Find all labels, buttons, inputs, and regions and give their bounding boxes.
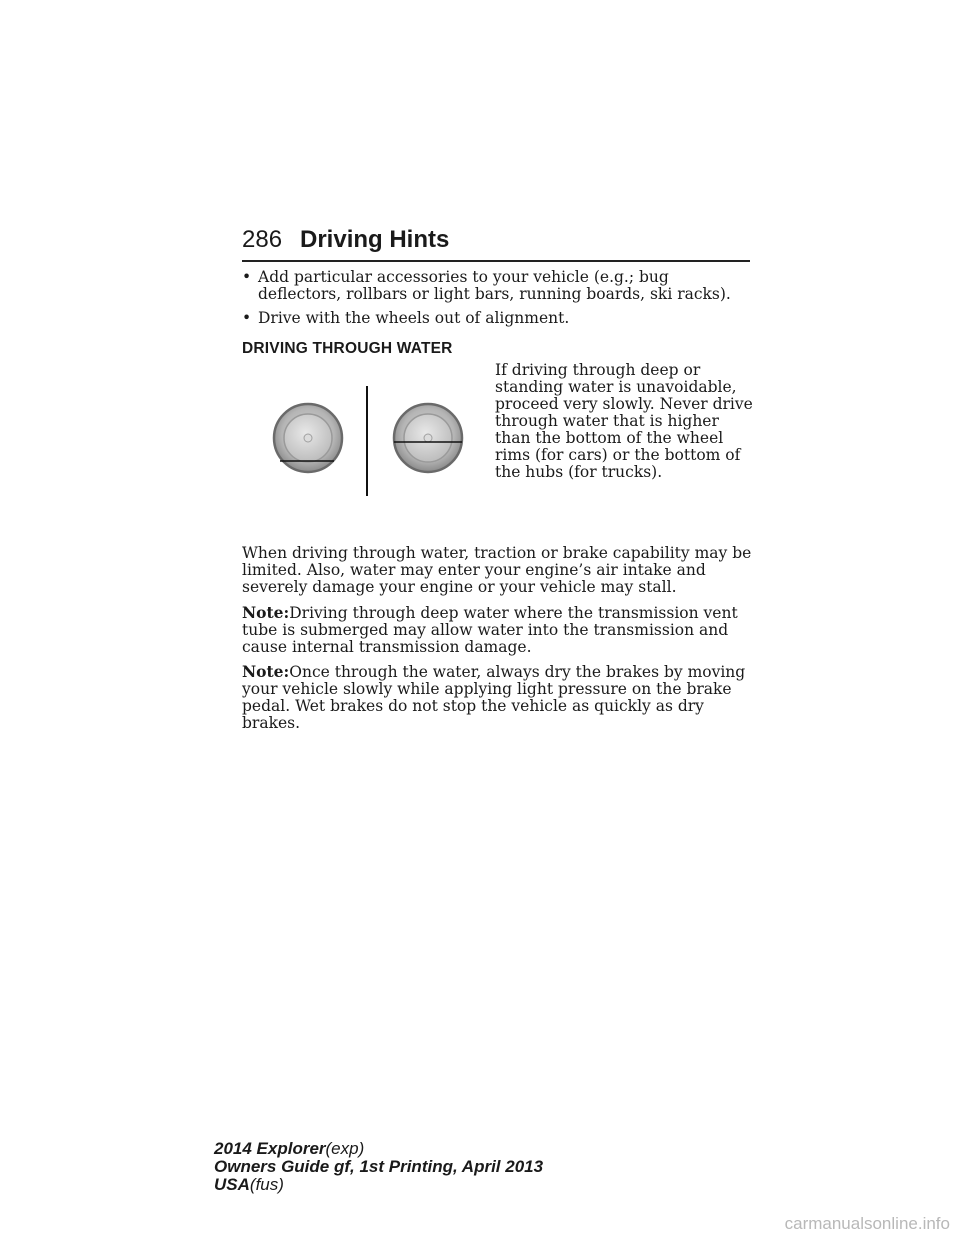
note-label: Note: [242,603,290,622]
footer-line-region: USA(fus) [214,1175,284,1194]
bullet-icon: • [242,309,252,327]
list-item-text: Add particular accessories to your vehicle (e.g.; bug deflectors, rollbars or light bars, running boards, ski racks). [258,268,731,303]
watermark: carmanualsonline.info [784,1214,950,1233]
note-transmission [242,604,752,656]
footer-line-printing: Owners Guide gf, 1st Printing, April 2013 [214,1157,544,1176]
note-text: Driving through deep water where the transmission vent tube is submerged may allow water into the transmission and cause internal transmission damage. [242,604,738,656]
header-divider [242,260,750,262]
page-header [242,226,750,260]
bullet-icon: • [242,268,252,286]
water-depth-illustration [262,381,482,501]
page-number: 286 [242,226,283,253]
bullet-list [242,269,752,334]
footer-line-model: 2014 Explorer(exp) [214,1139,365,1158]
section-title: Driving Hints [300,226,450,253]
page-footer [214,1140,543,1194]
water-intro-paragraph: If driving through deep or standing water is unavoidable, proceed very slowly. Never drive through water that is higher than the bottom of the wheel rims (for cars) or the bottom of the hubs (for trucks). [495,361,753,481]
note-label: Note: [242,662,290,681]
list-item-text: Drive with the wheels out of alignment. [258,309,570,327]
note-brakes [242,663,752,732]
traction-paragraph: When driving through water, traction or brake capability may be limited. Also, water may enter your engine’s air intake and severely damage your engine or your vehicle may stall. [242,544,752,596]
truck-wheel-icon [394,404,462,472]
list-item [242,269,752,303]
list-item [242,310,752,327]
car-wheel-icon [274,404,342,472]
section-heading: DRIVING THROUGH WATER [242,340,453,357]
note-text: Once through the water, always dry the brakes by moving your vehicle slowly while applying light pressure on the brake pedal. Wet brakes do not stop the vehicle as quickly as dry brakes. [242,663,746,732]
